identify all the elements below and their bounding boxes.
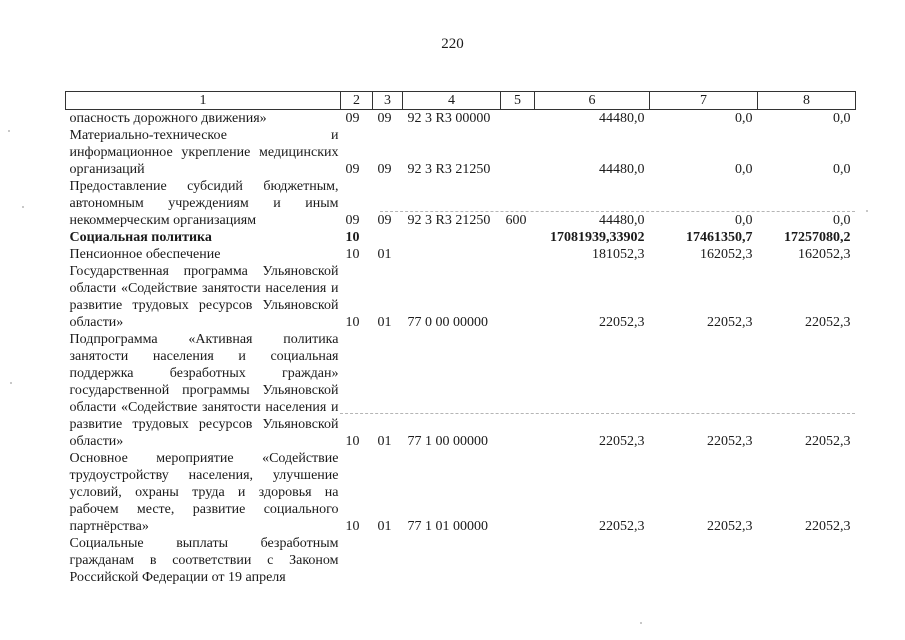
column-header: 2 <box>341 92 373 110</box>
subsection-code <box>373 229 403 246</box>
amount-year-3: 22052,3 <box>805 315 851 330</box>
expense-type-code <box>501 229 535 246</box>
table-row <box>66 110 856 128</box>
table-row <box>66 127 856 178</box>
amount-year-1: 22052,3 <box>599 519 645 534</box>
column-header: 3 <box>373 92 403 110</box>
scan-artifact <box>8 130 10 132</box>
expense-type-code <box>501 110 535 128</box>
row-description: Государственная программа Ульяновской области «Содействие занятости населения и развитие трудовых ресурсов Ульяновской области» <box>69 264 339 330</box>
amount-year-3: 162052,3 <box>798 247 851 262</box>
expense-type-code <box>501 535 535 586</box>
section-code: 10 <box>345 315 360 330</box>
subsection-code: 01 <box>377 247 392 262</box>
expense-type-code <box>501 127 535 178</box>
page-number: 220 <box>441 36 464 52</box>
amount-year-2: 162052,3 <box>700 247 753 262</box>
scan-artifact <box>340 413 855 414</box>
target-article-code: 92 3 R3 00000 <box>407 111 491 126</box>
row-description: Предоставление субсидий бюджетным, автономным учреждениям и иным некоммерческим организациям <box>69 179 339 228</box>
subsection-code: 01 <box>377 519 392 534</box>
column-header: 7 <box>650 92 758 110</box>
column-header: 1 <box>66 92 341 110</box>
amount-year-2: 0,0 <box>735 213 753 228</box>
subsection-code: 09 <box>377 162 392 177</box>
amount-year-2: 17461350,7 <box>686 230 753 245</box>
row-description: Подпрограмма «Активная политика занятости населения и социальная поддержка безработных граждан» государственной программы Ульяновской области «Содействие занятости населения и развитие трудовых ресурсов Ульяновской области» <box>69 332 339 449</box>
amount-year-1: 22052,3 <box>599 434 645 449</box>
row-description: Основное мероприятие «Содействие трудоустройству населения, улучшение условий, охраны труда и здоровья на рабочем месте, развитие социального партнёрства» <box>69 451 339 534</box>
table-row <box>66 263 856 331</box>
amount-year-1: 181052,3 <box>592 247 645 262</box>
table-row <box>66 246 856 263</box>
amount-year-1: 44480,0 <box>599 162 645 177</box>
table-row <box>66 331 856 450</box>
section-code: 10 <box>345 230 360 245</box>
row-description: Социальная политика <box>69 230 212 245</box>
table-header-row <box>66 92 856 110</box>
section-code <box>341 535 373 586</box>
amount-year-3: 22052,3 <box>805 519 851 534</box>
subsection-code: 09 <box>377 213 392 228</box>
expense-type-code <box>501 263 535 331</box>
section-code: 10 <box>345 434 360 449</box>
table-row <box>66 450 856 535</box>
expense-type-code <box>501 331 535 450</box>
table-row <box>66 178 856 229</box>
expense-type-code: 600 <box>505 213 527 228</box>
amount-year-3: 0,0 <box>833 111 851 126</box>
target-article-code: 92 3 R3 21250 <box>407 162 491 177</box>
target-article-code <box>403 229 501 246</box>
row-description: Социальные выплаты безработным гражданам в соответствии с Законом Российской Федерации от 19 апреля <box>69 536 339 585</box>
amount-year-3: 22052,3 <box>805 434 851 449</box>
row-description: опасность дорожного движения» <box>69 111 267 126</box>
amount-year-1 <box>535 535 650 586</box>
row-description: Материально-техническое и информационное укрепление медицинских организаций <box>69 128 339 177</box>
section-code: 10 <box>345 519 360 534</box>
column-header: 6 <box>535 92 650 110</box>
subsection-code: 09 <box>377 111 392 126</box>
target-article-code <box>403 535 501 586</box>
amount-year-2: 0,0 <box>735 162 753 177</box>
amount-year-2: 22052,3 <box>707 315 753 330</box>
column-header: 8 <box>758 92 856 110</box>
budget-table <box>65 91 856 586</box>
amount-year-3: 0,0 <box>833 162 851 177</box>
scan-artifact <box>10 382 12 384</box>
row-description: Пенсионное обеспечение <box>69 247 221 262</box>
column-header: 5 <box>501 92 535 110</box>
amount-year-2: 0,0 <box>735 111 753 126</box>
table-row <box>66 535 856 586</box>
section-code: 10 <box>345 247 360 262</box>
scan-artifact <box>22 206 24 208</box>
amount-year-1: 44480,0 <box>599 213 645 228</box>
table-row <box>66 229 856 246</box>
amount-year-1: 22052,3 <box>599 315 645 330</box>
amount-year-3 <box>758 535 856 586</box>
section-code: 09 <box>345 162 360 177</box>
target-article-code <box>403 246 501 263</box>
amount-year-2: 22052,3 <box>707 519 753 534</box>
subsection-code: 01 <box>377 434 392 449</box>
target-article-code: 77 1 01 00000 <box>407 519 488 534</box>
amount-year-2: 22052,3 <box>707 434 753 449</box>
section-code: 09 <box>345 213 360 228</box>
scan-artifact <box>866 210 868 212</box>
section-code: 09 <box>345 111 360 126</box>
subsection-code: 01 <box>377 315 392 330</box>
amount-year-2 <box>650 535 758 586</box>
target-article-code: 77 0 00 00000 <box>407 315 488 330</box>
scan-artifact <box>640 622 642 624</box>
amount-year-3: 0,0 <box>833 213 851 228</box>
column-header: 4 <box>403 92 501 110</box>
amount-year-1: 17081939,33902 <box>550 230 645 245</box>
subsection-code <box>373 535 403 586</box>
amount-year-3: 17257080,2 <box>784 230 851 245</box>
expense-type-code <box>501 246 535 263</box>
amount-year-1: 44480,0 <box>599 111 645 126</box>
expense-type-code <box>501 450 535 535</box>
target-article-code: 77 1 00 00000 <box>407 434 488 449</box>
target-article-code: 92 3 R3 21250 <box>407 213 491 228</box>
scan-artifact <box>380 211 855 212</box>
